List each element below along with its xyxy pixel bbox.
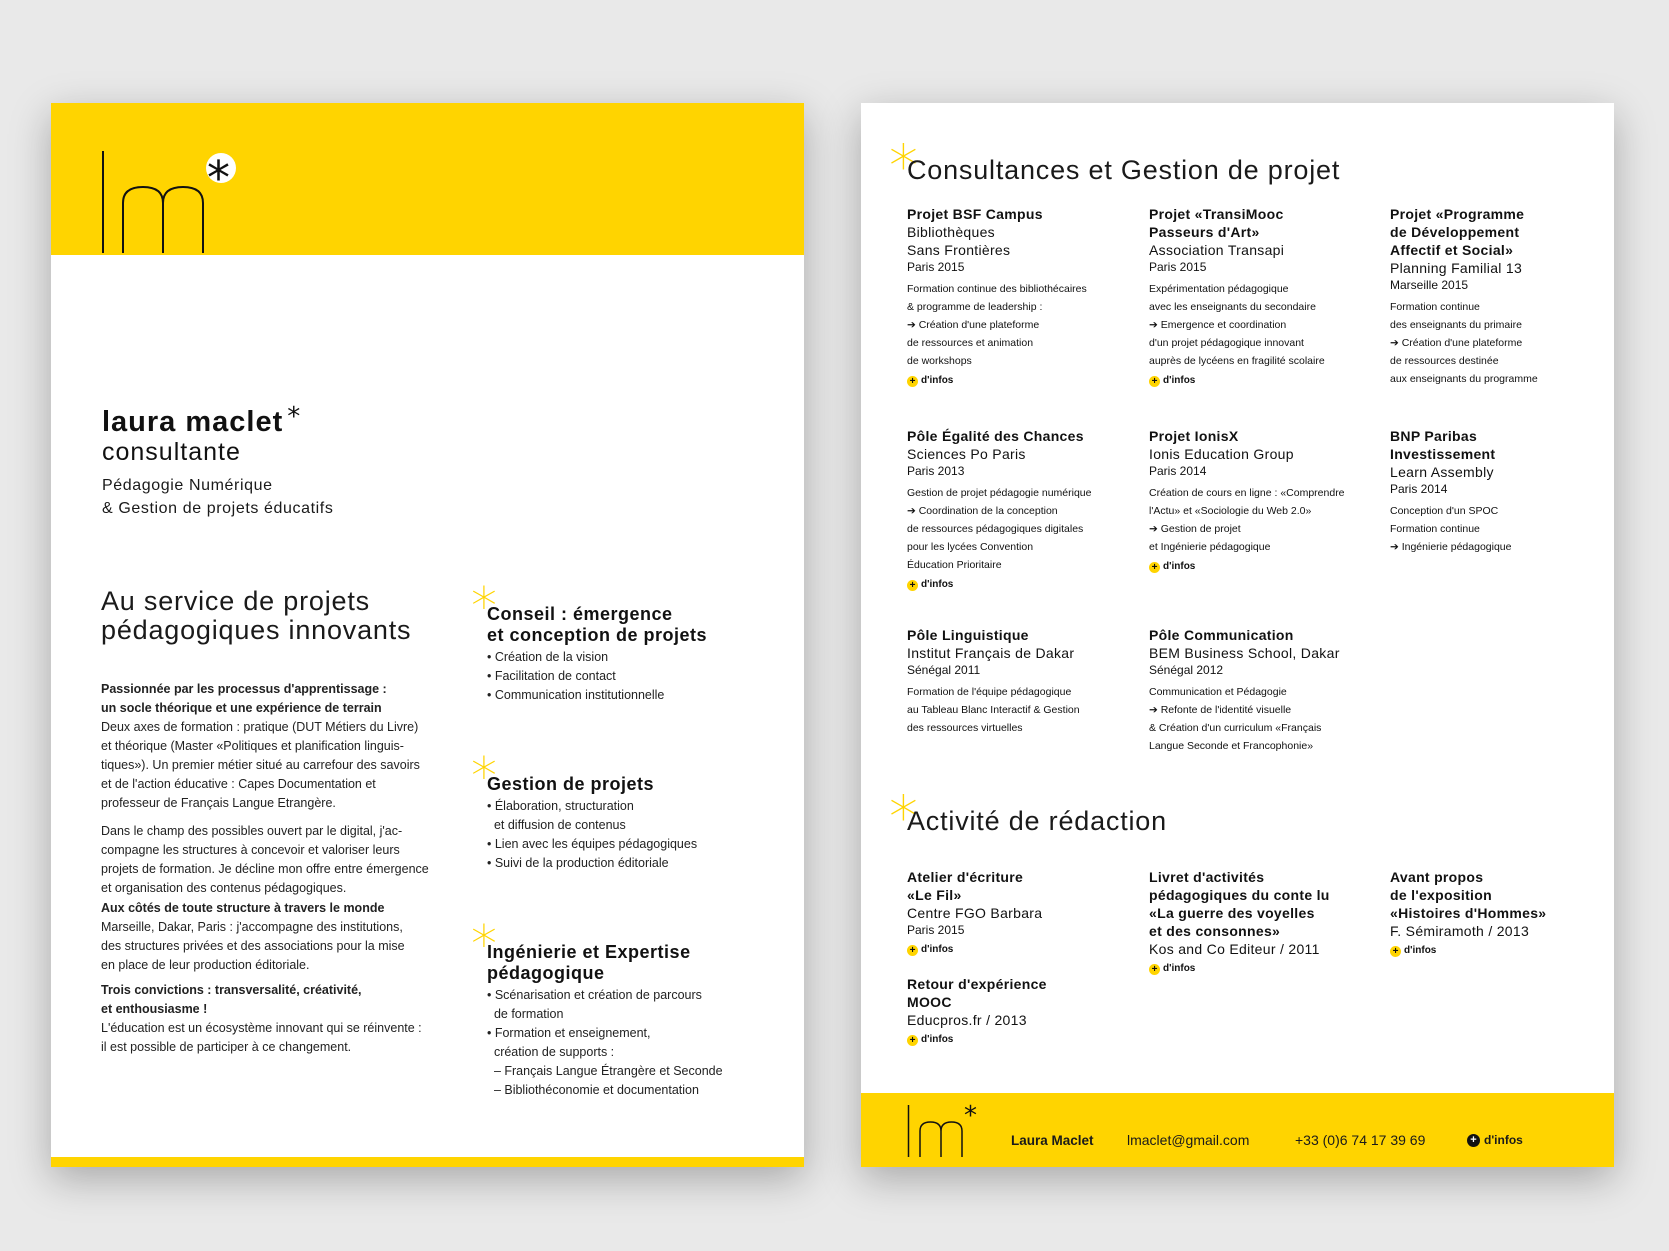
footer-band xyxy=(861,1093,1614,1167)
intro-body-line: tiques»). Un premier métier situé au carrefour des savoirs xyxy=(101,758,420,772)
more-info-link[interactable] xyxy=(1390,942,1615,960)
more-info-link[interactable] xyxy=(907,372,1132,390)
card-description-line: Éducation Prioritaire xyxy=(907,559,1002,571)
card-description-line: ➔ Emergence et coordination xyxy=(1149,319,1287,331)
more-info-label: d'infos xyxy=(1163,375,1196,386)
intro-body-line: compagne les structures à concevoir et valoriser leurs xyxy=(101,843,400,857)
card-title: Avant propos xyxy=(1390,869,1484,885)
card-description-line: Gestion de projet pédagogie numérique xyxy=(907,487,1092,499)
intro-body-line: L'éducation est un écosystème innovant qui se réinvente : xyxy=(101,1021,422,1035)
intro-heading-line: un socle théorique et une expérience de terrain xyxy=(101,701,382,715)
card-location: Paris 2015 xyxy=(907,923,965,937)
card-description-line: Formation continue xyxy=(1390,301,1480,313)
card-description-line: et Ingénierie pédagogique xyxy=(1149,541,1271,553)
more-info-label: d'infos xyxy=(1163,561,1196,572)
card-description-line: & programme de leadership : xyxy=(907,301,1043,313)
plus-icon: + xyxy=(907,945,918,956)
card-description-line: ➔ Refonte de l'identité visuelle xyxy=(1149,704,1292,716)
card-description-line: des enseignants du primaire xyxy=(1390,319,1522,331)
service-title: pédagogique xyxy=(487,963,605,983)
intro-paragraph xyxy=(101,899,441,975)
service-item: • Élaboration, structuration xyxy=(487,799,634,813)
more-info-label: d'infos xyxy=(1404,945,1437,956)
card-description-line: de ressources pédagogiques digitales xyxy=(907,523,1084,535)
writing-card xyxy=(907,975,1132,1049)
cv-page-back xyxy=(861,103,1614,1167)
header-band xyxy=(51,103,804,255)
project-card xyxy=(1149,626,1374,755)
card-description-line: Langue Seconde et Francophonie» xyxy=(1149,740,1314,752)
card-description-line: Création de cours en ligne : «Comprendre xyxy=(1149,487,1345,499)
intro-heading-line: Aux côtés de toute structure à travers le monde xyxy=(101,901,385,915)
plus-icon: + xyxy=(907,1035,918,1046)
more-info-link[interactable] xyxy=(907,576,1132,594)
card-description-line: ➔ Gestion de projet xyxy=(1149,523,1241,535)
card-description-line: de ressources et animation xyxy=(907,337,1034,349)
service-item: • Suivi de la production éditoriale xyxy=(487,856,669,870)
footer-more-label: d'infos xyxy=(1484,1133,1523,1147)
card-description-line: & Création d'un curriculum «Français xyxy=(1149,722,1322,734)
plus-icon: + xyxy=(1390,946,1401,957)
intro-body-line: et organisation des contenus pédagogiques. xyxy=(101,881,347,895)
more-info-label: d'infos xyxy=(1163,963,1196,974)
card-location: Paris 2014 xyxy=(1149,464,1207,478)
intro-body-line: en place de leur production éditoriale. xyxy=(101,958,310,972)
card-organisation: Educpros.fr / 2013 xyxy=(907,1012,1027,1028)
card-description-line: Formation continue xyxy=(1390,523,1480,535)
footer-logo-star: * xyxy=(964,1101,977,1131)
card-title: pédagogiques du conte lu xyxy=(1149,887,1330,903)
service-item: création de supports : xyxy=(487,1045,615,1059)
card-organisation: Centre FGO Barbara xyxy=(907,905,1043,921)
more-info-link[interactable] xyxy=(907,1031,1132,1049)
intro-paragraph xyxy=(101,822,441,898)
card-title: «Le Fil» xyxy=(907,887,962,903)
card-description-line: de ressources destinée xyxy=(1390,355,1499,367)
card-title: BNP Paribas xyxy=(1390,428,1478,444)
project-card xyxy=(1149,205,1374,390)
card-title: Pôle Égalité des Chances xyxy=(907,428,1084,444)
plus-icon: + xyxy=(1149,376,1160,387)
service-star-icon: * xyxy=(471,747,497,807)
section2-title: Activité de rédaction xyxy=(907,806,1167,836)
card-description-line: ➔ Création d'une plateforme xyxy=(907,319,1040,331)
more-info-label: d'infos xyxy=(921,579,954,590)
card-description-line: aux enseignants du programme xyxy=(1390,373,1538,385)
card-title: «La guerre des voyelles xyxy=(1149,905,1315,921)
specialty-line-1: Pédagogie Numérique xyxy=(102,477,273,494)
service-item: • Scénarisation et création de parcours xyxy=(487,988,702,1002)
footer-logo xyxy=(907,1101,997,1157)
person-role: consultante xyxy=(102,438,241,466)
card-description-line: ➔ Ingénierie pédagogique xyxy=(1390,541,1512,553)
project-card xyxy=(907,427,1132,594)
service-item: de formation xyxy=(487,1007,564,1021)
service-star-icon: * xyxy=(471,915,497,975)
service-item: et diffusion de contenus xyxy=(487,818,626,832)
intro-body-line: des structures privées et des associations pour la mise xyxy=(101,939,405,953)
intro-body-line: Marseille, Dakar, Paris : j'accompagne des institutions, xyxy=(101,920,403,934)
plus-icon: + xyxy=(1149,964,1160,975)
card-description-line: Formation de l'équipe pédagogique xyxy=(907,686,1072,698)
card-title: de l'exposition xyxy=(1390,887,1492,903)
identity-block xyxy=(102,402,334,520)
card-description-line: Expérimentation pédagogique xyxy=(1149,283,1289,295)
card-title: Investissement xyxy=(1390,446,1496,462)
service-item: • Création de la vision xyxy=(487,650,609,664)
more-info-link[interactable] xyxy=(1149,960,1374,978)
card-description-line: pour les lycées Convention xyxy=(907,541,1034,553)
card-organisation: Sans Frontières xyxy=(907,242,1011,258)
card-organisation: Sciences Po Paris xyxy=(907,446,1026,462)
card-title: Livret d'activités xyxy=(1149,869,1265,885)
card-description-line: de workshops xyxy=(907,355,972,367)
card-location: Paris 2015 xyxy=(907,260,965,274)
card-description-line: des ressources virtuelles xyxy=(907,722,1023,734)
service-title: Gestion de projets xyxy=(487,774,655,794)
specialty-line-2: & Gestion de projets éducatifs xyxy=(102,500,334,517)
service-title: et conception de projets xyxy=(487,625,708,645)
card-title: de Développement xyxy=(1390,224,1520,240)
card-title: Pôle Linguistique xyxy=(907,627,1029,643)
project-card xyxy=(907,205,1132,390)
card-title: Affectif et Social» xyxy=(1390,242,1514,258)
service-item: • Lien avec les équipes pédagogiques xyxy=(487,837,698,851)
intro-heading-line: Trois convictions : transversalité, créativité, xyxy=(101,983,362,997)
project-card xyxy=(1390,427,1615,556)
section1-title: Consultances et Gestion de projet xyxy=(907,155,1341,185)
card-title: et des consonnes» xyxy=(1149,923,1281,939)
card-title: Projet «Programme xyxy=(1390,206,1525,222)
intro-body-line: et théorique (Master «Politiques et planification linguis- xyxy=(101,739,404,753)
service-item: • Communication institutionnelle xyxy=(487,688,665,702)
card-description-line: ➔ Coordination de la conception xyxy=(907,505,1058,517)
card-organisation: F. Sémiramoth / 2013 xyxy=(1390,923,1530,939)
more-info-link[interactable] xyxy=(1149,558,1374,576)
project-card xyxy=(1149,427,1374,576)
headline xyxy=(101,587,411,645)
footer-more-info-link[interactable] xyxy=(1467,1133,1523,1147)
logo xyxy=(101,151,230,253)
card-title: Atelier d'écriture xyxy=(907,869,1024,885)
section1-star-icon: * xyxy=(889,132,918,200)
card-title: Projet IonisX xyxy=(1149,428,1239,444)
logo-star: * xyxy=(207,151,230,205)
service-item: – Français Langue Étrangère et Seconde xyxy=(487,1064,723,1078)
service-item: – Bibliothéconomie et documentation xyxy=(487,1083,699,1097)
more-info-link[interactable] xyxy=(1149,372,1374,390)
card-location: Paris 2014 xyxy=(1390,482,1448,496)
service-star-icon: * xyxy=(471,577,497,637)
more-info-link[interactable] xyxy=(907,941,1132,959)
plus-icon: + xyxy=(1149,562,1160,573)
card-title: Pôle Communication xyxy=(1149,627,1294,643)
project-card xyxy=(907,626,1132,737)
plus-icon: + xyxy=(1467,1134,1480,1147)
footer-phone[interactable]: +33 (0)6 74 17 39 69 xyxy=(1295,1132,1426,1148)
service-title: Ingénierie et Expertise xyxy=(487,942,691,962)
headline-line-2: pédagogiques innovants xyxy=(101,615,412,645)
card-title: MOOC xyxy=(907,994,952,1010)
card-organisation: Planning Familial 13 xyxy=(1390,260,1523,276)
card-description-line: d'un projet pédagogique innovant xyxy=(1149,337,1304,349)
card-description-line: Communication et Pédagogie xyxy=(1149,686,1287,698)
plus-icon: + xyxy=(907,376,918,387)
cv-page-front xyxy=(51,103,804,1167)
section2-star-icon: * xyxy=(889,783,918,851)
intro-heading-line: Passionnée par les processus d'apprentissage : xyxy=(101,682,387,696)
footer-name: Laura Maclet xyxy=(1011,1133,1094,1148)
card-title: «Histoires d'Hommes» xyxy=(1390,905,1547,921)
intro-body-line: projets de formation. Je décline mon offre entre émergence xyxy=(101,862,429,876)
intro-body-line: et de l'action éducative : Capes Documentation et xyxy=(101,777,376,791)
card-organisation: Bibliothèques xyxy=(907,224,995,240)
person-name: laura maclet xyxy=(102,406,284,438)
name-star: * xyxy=(287,402,301,432)
bottom-band xyxy=(51,1157,804,1167)
card-description-line: Conception d'un SPOC xyxy=(1390,505,1499,517)
card-description-line: l'Actu» et «Sociologie du Web 2.0» xyxy=(1149,505,1312,517)
intro-body-line: il est possible de participer à ce changement. xyxy=(101,1040,352,1054)
project-card xyxy=(1390,205,1615,388)
card-title: Retour d'expérience xyxy=(907,976,1047,992)
card-title: Projet BSF Campus xyxy=(907,206,1043,222)
plus-icon: + xyxy=(907,580,918,591)
service-item: • Formation et enseignement, xyxy=(487,1026,651,1040)
card-location: Marseille 2015 xyxy=(1390,278,1469,292)
card-title: Passeurs d'Art» xyxy=(1149,224,1260,240)
card-organisation: Ionis Education Group xyxy=(1149,446,1294,462)
more-info-label: d'infos xyxy=(921,375,954,386)
writing-card xyxy=(1390,868,1615,960)
intro-heading-line: et enthousiasme ! xyxy=(101,1002,208,1016)
card-organisation: BEM Business School, Dakar xyxy=(1149,645,1340,661)
more-info-label: d'infos xyxy=(921,944,954,955)
card-description-line: ➔ Création d'une plateforme xyxy=(1390,337,1523,349)
card-location: Paris 2013 xyxy=(907,464,965,478)
intro-body-line: Deux axes de formation : pratique (DUT Métiers du Livre) xyxy=(101,720,419,734)
intro-body-line: Dans le champ des possibles ouvert par le digital, j'ac- xyxy=(101,824,403,838)
card-description-line: auprès de lycéens en fragilité scolaire xyxy=(1149,355,1325,367)
service-title: Conseil : émergence xyxy=(487,604,673,624)
card-location: Sénégal 2012 xyxy=(1149,663,1224,677)
card-location: Paris 2015 xyxy=(1149,260,1207,274)
intro-body-line: professeur de Français Langue Etrangère. xyxy=(101,796,336,810)
logo-lm-mark xyxy=(101,151,211,253)
intro-paragraph xyxy=(101,981,441,1057)
card-description-line: au Tableau Blanc Interactif & Gestion xyxy=(907,704,1080,716)
more-info-label: d'infos xyxy=(921,1034,954,1045)
intro-paragraph xyxy=(101,680,441,813)
headline-line-1: Au service de projets xyxy=(101,586,370,616)
writing-card xyxy=(907,868,1132,959)
card-organisation: Institut Français de Dakar xyxy=(907,645,1075,661)
card-location: Sénégal 2011 xyxy=(907,663,981,677)
card-description-line: Formation continue des bibliothécaires xyxy=(907,283,1087,295)
footer-email[interactable]: lmaclet@gmail.com xyxy=(1127,1132,1250,1148)
writing-card xyxy=(1149,868,1374,978)
card-organisation: Association Transapi xyxy=(1149,242,1285,258)
service-item: • Facilitation de contact xyxy=(487,669,616,683)
card-organisation: Kos and Co Editeur / 2011 xyxy=(1149,941,1320,957)
card-title: Projet «TransiMooc xyxy=(1149,206,1284,222)
card-organisation: Learn Assembly xyxy=(1390,464,1494,480)
card-description-line: avec les enseignants du secondaire xyxy=(1149,301,1316,313)
